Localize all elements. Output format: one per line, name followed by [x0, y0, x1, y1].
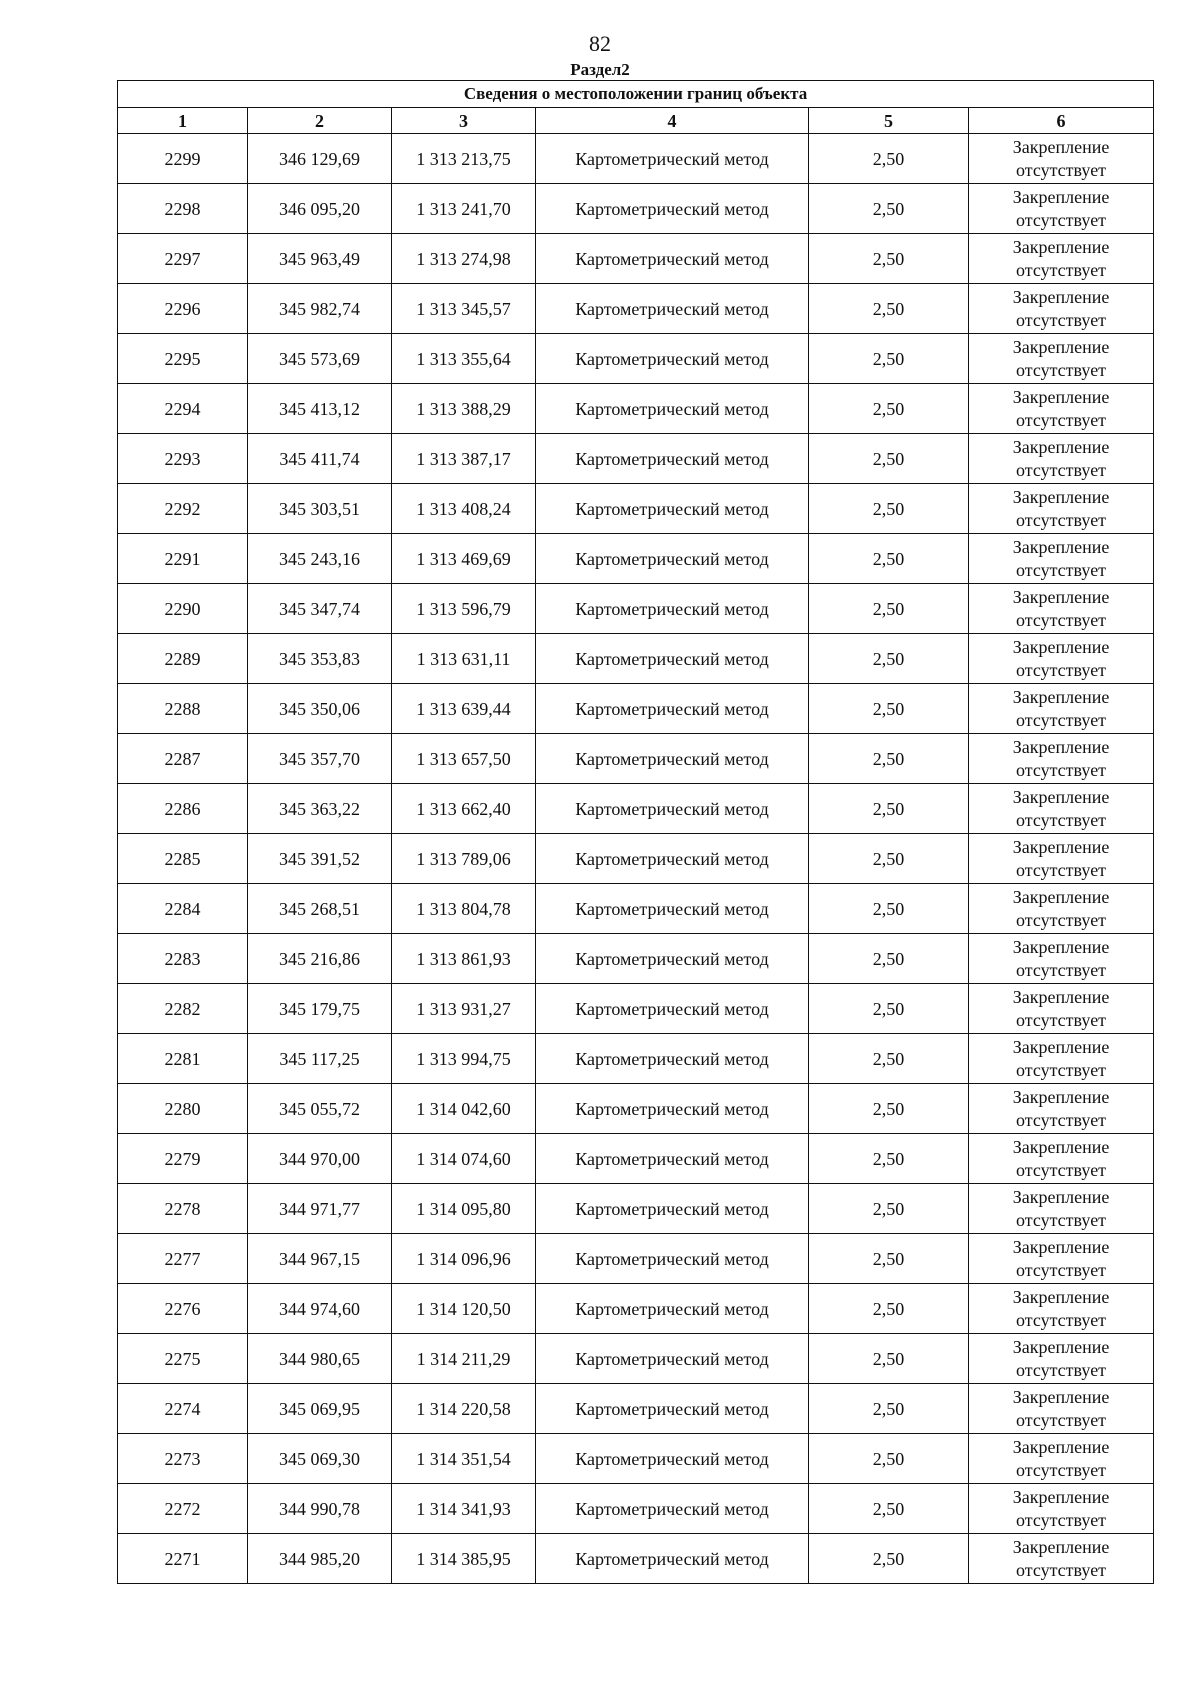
point-number-cell: 2287	[118, 734, 248, 784]
accuracy-cell: 2,50	[809, 734, 969, 784]
table-row	[118, 934, 1154, 984]
fixation-cell	[969, 1284, 1154, 1334]
method-cell: Картометрический метод	[536, 1534, 809, 1584]
coordinate-y-cell: 1 313 662,40	[392, 784, 536, 834]
coordinate-y-cell: 1 314 120,50	[392, 1284, 536, 1334]
method-cell: Картометрический метод	[536, 234, 809, 284]
point-number-cell: 2279	[118, 1134, 248, 1184]
accuracy-cell: 2,50	[809, 184, 969, 234]
fixation-line-2: отсутствует	[1016, 209, 1107, 230]
fixation-line-2: отсутствует	[1016, 1509, 1107, 1530]
fixation-line-2: отсутствует	[1016, 859, 1107, 880]
coordinate-y-cell: 1 314 211,29	[392, 1334, 536, 1384]
coordinate-y-cell: 1 313 469,69	[392, 534, 536, 584]
section-title: Раздел2	[570, 60, 630, 79]
accuracy-cell: 2,50	[809, 384, 969, 434]
coordinate-x-cell: 345 391,52	[248, 834, 392, 884]
accuracy-cell: 2,50	[809, 884, 969, 934]
fixation-line-2: отсутствует	[1016, 1259, 1107, 1280]
fixation-line-1: Закрепление	[1012, 436, 1110, 457]
fixation-line-1: Закрепление	[1012, 886, 1110, 907]
fixation-line-1: Закрепление	[1012, 736, 1110, 757]
table-row	[118, 584, 1154, 634]
table-row	[118, 1484, 1154, 1534]
table-row	[118, 1234, 1154, 1284]
fixation-cell	[969, 734, 1154, 784]
point-number-cell: 2284	[118, 884, 248, 934]
method-cell: Картометрический метод	[536, 284, 809, 334]
point-number-cell: 2296	[118, 284, 248, 334]
accuracy-cell: 2,50	[809, 1034, 969, 1084]
point-number-cell: 2292	[118, 484, 248, 534]
point-number-cell: 2291	[118, 534, 248, 584]
fixation-line-2: отсутствует	[1016, 1159, 1107, 1180]
fixation-cell	[969, 1134, 1154, 1184]
point-number-cell: 2286	[118, 784, 248, 834]
table-row	[118, 1334, 1154, 1384]
coordinate-x-cell: 345 573,69	[248, 334, 392, 384]
fixation-cell	[969, 1534, 1154, 1584]
fixation-line-2: отсутствует	[1016, 1359, 1107, 1380]
coordinate-y-cell: 1 313 596,79	[392, 584, 536, 634]
method-cell: Картометрический метод	[536, 434, 809, 484]
table-row	[118, 1184, 1154, 1234]
accuracy-cell: 2,50	[809, 134, 969, 184]
coordinate-x-cell: 345 055,72	[248, 1084, 392, 1134]
fixation-line-2: отсутствует	[1016, 1109, 1107, 1130]
coordinate-y-cell: 1 314 341,93	[392, 1484, 536, 1534]
fixation-line-1: Закрепление	[1012, 986, 1110, 1007]
fixation-line-1: Закрепление	[1012, 786, 1110, 807]
coordinate-x-cell: 345 243,16	[248, 534, 392, 584]
fixation-cell	[969, 134, 1154, 184]
fixation-line-1: Закрепление	[1012, 836, 1110, 857]
table-row	[118, 1434, 1154, 1484]
fixation-line-2: отсутствует	[1016, 909, 1107, 930]
accuracy-cell: 2,50	[809, 834, 969, 884]
method-cell: Картометрический метод	[536, 1184, 809, 1234]
coordinate-x-cell: 345 303,51	[248, 484, 392, 534]
fixation-cell	[969, 784, 1154, 834]
point-number-cell: 2295	[118, 334, 248, 384]
coordinate-y-cell: 1 314 042,60	[392, 1084, 536, 1134]
coordinate-x-cell: 345 350,06	[248, 684, 392, 734]
column-number-4: 4	[536, 108, 809, 134]
fixation-cell	[969, 384, 1154, 434]
fixation-cell	[969, 234, 1154, 284]
fixation-cell	[969, 1034, 1154, 1084]
fixation-cell	[969, 1334, 1154, 1384]
fixation-cell	[969, 584, 1154, 634]
accuracy-cell: 2,50	[809, 584, 969, 634]
fixation-line-1: Закрепление	[1012, 236, 1110, 257]
coordinate-x-cell: 345 411,74	[248, 434, 392, 484]
method-cell: Картометрический метод	[536, 1384, 809, 1434]
fixation-line-2: отсутствует	[1016, 309, 1107, 330]
fixation-line-2: отсутствует	[1016, 159, 1107, 180]
table-row	[118, 1034, 1154, 1084]
method-cell: Картометрический метод	[536, 184, 809, 234]
point-number-cell: 2271	[118, 1534, 248, 1584]
method-cell: Картометрический метод	[536, 334, 809, 384]
fixation-line-1: Закрепление	[1012, 1136, 1110, 1157]
coordinate-y-cell: 1 313 387,17	[392, 434, 536, 484]
point-number-cell: 2299	[118, 134, 248, 184]
table-row	[118, 734, 1154, 784]
coordinate-x-cell: 346 095,20	[248, 184, 392, 234]
table-row	[118, 184, 1154, 234]
point-number-cell: 2290	[118, 584, 248, 634]
accuracy-cell: 2,50	[809, 984, 969, 1034]
coordinate-x-cell: 344 970,00	[248, 1134, 392, 1184]
accuracy-cell: 2,50	[809, 1534, 969, 1584]
fixation-line-1: Закрепление	[1012, 1436, 1110, 1457]
point-number-cell: 2298	[118, 184, 248, 234]
fixation-line-1: Закрепление	[1012, 336, 1110, 357]
fixation-line-1: Закрепление	[1012, 1286, 1110, 1307]
point-number-cell: 2294	[118, 384, 248, 434]
table-row	[118, 384, 1154, 434]
column-number-row	[118, 108, 1154, 134]
fixation-cell	[969, 434, 1154, 484]
fixation-line-2: отсутствует	[1016, 1009, 1107, 1030]
fixation-line-1: Закрепление	[1012, 536, 1110, 557]
method-cell: Картометрический метод	[536, 1084, 809, 1134]
point-number-cell: 2272	[118, 1484, 248, 1534]
fixation-line-1: Закрепление	[1012, 186, 1110, 207]
table-row	[118, 434, 1154, 484]
coordinate-y-cell: 1 313 274,98	[392, 234, 536, 284]
method-cell: Картометрический метод	[536, 934, 809, 984]
table-row	[118, 484, 1154, 534]
method-cell: Картометрический метод	[536, 1434, 809, 1484]
fixation-line-2: отсутствует	[1016, 459, 1107, 480]
fixation-line-1: Закрепление	[1012, 286, 1110, 307]
point-number-cell: 2275	[118, 1334, 248, 1384]
table-row	[118, 984, 1154, 1034]
fixation-line-1: Закрепление	[1012, 486, 1110, 507]
table-row	[118, 884, 1154, 934]
fixation-cell	[969, 1234, 1154, 1284]
coordinate-y-cell: 1 314 095,80	[392, 1184, 536, 1234]
column-number-1: 1	[118, 108, 248, 134]
fixation-line-2: отсутствует	[1016, 559, 1107, 580]
point-number-cell: 2293	[118, 434, 248, 484]
fixation-cell	[969, 1084, 1154, 1134]
fixation-cell	[969, 1184, 1154, 1234]
fixation-line-1: Закрепление	[1012, 386, 1110, 407]
table-row	[118, 684, 1154, 734]
method-cell: Картометрический метод	[536, 1334, 809, 1384]
point-number-cell: 2281	[118, 1034, 248, 1084]
coordinate-y-cell: 1 313 994,75	[392, 1034, 536, 1084]
method-cell: Картометрический метод	[536, 634, 809, 684]
coordinate-x-cell: 344 980,65	[248, 1334, 392, 1384]
fixation-cell	[969, 634, 1154, 684]
point-number-cell: 2282	[118, 984, 248, 1034]
accuracy-cell: 2,50	[809, 1134, 969, 1184]
table-row	[118, 1134, 1154, 1184]
fixation-line-1: Закрепление	[1012, 1336, 1110, 1357]
coordinate-x-cell: 346 129,69	[248, 134, 392, 184]
accuracy-cell: 2,50	[809, 784, 969, 834]
fixation-line-2: отсутствует	[1016, 1459, 1107, 1480]
coordinate-x-cell: 344 985,20	[248, 1534, 392, 1584]
accuracy-cell: 2,50	[809, 684, 969, 734]
point-number-cell: 2280	[118, 1084, 248, 1134]
fixation-line-2: отсутствует	[1016, 609, 1107, 630]
fixation-line-2: отсутствует	[1016, 959, 1107, 980]
table-body	[118, 134, 1154, 1584]
fixation-line-1: Закрепление	[1012, 1236, 1110, 1257]
accuracy-cell: 2,50	[809, 1334, 969, 1384]
coordinate-x-cell: 344 967,15	[248, 1234, 392, 1284]
coordinate-x-cell: 345 413,12	[248, 384, 392, 434]
fixation-cell	[969, 284, 1154, 334]
coordinate-x-cell: 345 069,95	[248, 1384, 392, 1434]
coordinate-x-cell: 345 117,25	[248, 1034, 392, 1084]
fixation-cell	[969, 1484, 1154, 1534]
coordinate-y-cell: 1 314 385,95	[392, 1534, 536, 1584]
fixation-line-2: отсутствует	[1016, 1559, 1107, 1580]
fixation-cell	[969, 884, 1154, 934]
fixation-line-1: Закрепление	[1012, 1536, 1110, 1557]
method-cell: Картометрический метод	[536, 584, 809, 634]
fixation-line-1: Закрепление	[1012, 1386, 1110, 1407]
coordinate-x-cell: 344 990,78	[248, 1484, 392, 1534]
point-number-cell: 2276	[118, 1284, 248, 1334]
fixation-line-1: Закрепление	[1012, 1486, 1110, 1507]
column-number-5: 5	[809, 108, 969, 134]
boundary-points-table	[117, 80, 1154, 1584]
fixation-cell	[969, 834, 1154, 884]
fixation-cell	[969, 1434, 1154, 1484]
table-row	[118, 1384, 1154, 1434]
fixation-line-1: Закрепление	[1012, 136, 1110, 157]
accuracy-cell: 2,50	[809, 1284, 969, 1334]
coordinate-x-cell: 345 982,74	[248, 284, 392, 334]
accuracy-cell: 2,50	[809, 634, 969, 684]
accuracy-cell: 2,50	[809, 1184, 969, 1234]
coordinate-x-cell: 345 353,83	[248, 634, 392, 684]
fixation-line-2: отсутствует	[1016, 659, 1107, 680]
method-cell: Картометрический метод	[536, 1234, 809, 1284]
coordinate-x-cell: 344 971,77	[248, 1184, 392, 1234]
point-number-cell: 2277	[118, 1234, 248, 1284]
accuracy-cell: 2,50	[809, 1484, 969, 1534]
coordinate-y-cell: 1 313 355,64	[392, 334, 536, 384]
point-number-cell: 2274	[118, 1384, 248, 1434]
coordinate-y-cell: 1 313 789,06	[392, 834, 536, 884]
coordinate-y-cell: 1 313 213,75	[392, 134, 536, 184]
coordinate-y-cell: 1 313 931,27	[392, 984, 536, 1034]
fixation-line-1: Закрепление	[1012, 1086, 1110, 1107]
fixation-line-1: Закрепление	[1012, 936, 1110, 957]
fixation-cell	[969, 684, 1154, 734]
accuracy-cell: 2,50	[809, 1434, 969, 1484]
column-number-2: 2	[248, 108, 392, 134]
fixation-line-2: отсутствует	[1016, 759, 1107, 780]
fixation-cell	[969, 484, 1154, 534]
method-cell: Картометрический метод	[536, 984, 809, 1034]
point-number-cell: 2285	[118, 834, 248, 884]
fixation-line-1: Закрепление	[1012, 1036, 1110, 1057]
accuracy-cell: 2,50	[809, 534, 969, 584]
fixation-cell	[969, 334, 1154, 384]
fixation-line-2: отсутствует	[1016, 709, 1107, 730]
method-cell: Картометрический метод	[536, 134, 809, 184]
accuracy-cell: 2,50	[809, 284, 969, 334]
accuracy-cell: 2,50	[809, 934, 969, 984]
coordinate-x-cell: 345 216,86	[248, 934, 392, 984]
accuracy-cell: 2,50	[809, 234, 969, 284]
point-number-cell: 2288	[118, 684, 248, 734]
table-row	[118, 284, 1154, 334]
table-row	[118, 784, 1154, 834]
fixation-line-2: отсутствует	[1016, 1409, 1107, 1430]
coordinate-x-cell: 345 363,22	[248, 784, 392, 834]
table-row	[118, 1284, 1154, 1334]
method-cell: Картометрический метод	[536, 384, 809, 434]
coordinate-x-cell: 345 268,51	[248, 884, 392, 934]
coordinate-y-cell: 1 313 861,93	[392, 934, 536, 984]
coordinate-x-cell: 345 357,70	[248, 734, 392, 784]
coordinate-y-cell: 1 313 345,57	[392, 284, 536, 334]
method-cell: Картометрический метод	[536, 834, 809, 884]
fixation-cell	[969, 184, 1154, 234]
coordinate-y-cell: 1 313 639,44	[392, 684, 536, 734]
coordinate-y-cell: 1 313 408,24	[392, 484, 536, 534]
coordinate-y-cell: 1 314 096,96	[392, 1234, 536, 1284]
method-cell: Картометрический метод	[536, 734, 809, 784]
fixation-line-2: отсутствует	[1016, 1059, 1107, 1080]
method-cell: Картометрический метод	[536, 1284, 809, 1334]
fixation-line-1: Закрепление	[1012, 586, 1110, 607]
coordinate-y-cell: 1 313 804,78	[392, 884, 536, 934]
accuracy-cell: 2,50	[809, 1384, 969, 1434]
point-number-cell: 2289	[118, 634, 248, 684]
coordinate-x-cell: 345 963,49	[248, 234, 392, 284]
table-row	[118, 634, 1154, 684]
method-cell: Картометрический метод	[536, 534, 809, 584]
coordinate-y-cell: 1 313 657,50	[392, 734, 536, 784]
method-cell: Картометрический метод	[536, 1134, 809, 1184]
coordinate-y-cell: 1 313 631,11	[392, 634, 536, 684]
coordinate-x-cell: 345 179,75	[248, 984, 392, 1034]
coordinate-y-cell: 1 314 220,58	[392, 1384, 536, 1434]
coordinate-y-cell: 1 313 241,70	[392, 184, 536, 234]
point-number-cell: 2283	[118, 934, 248, 984]
fixation-line-1: Закрепление	[1012, 1186, 1110, 1207]
method-cell: Картометрический метод	[536, 484, 809, 534]
coordinate-y-cell: 1 313 388,29	[392, 384, 536, 434]
accuracy-cell: 2,50	[809, 1084, 969, 1134]
accuracy-cell: 2,50	[809, 1234, 969, 1284]
method-cell: Картометрический метод	[536, 1484, 809, 1534]
table-caption: Сведения о местоположении границ объекта	[118, 81, 1154, 108]
point-number-cell: 2278	[118, 1184, 248, 1234]
method-cell: Картометрический метод	[536, 1034, 809, 1084]
table-row	[118, 134, 1154, 184]
fixation-cell	[969, 984, 1154, 1034]
fixation-line-2: отсутствует	[1016, 359, 1107, 380]
coordinate-x-cell: 345 069,30	[248, 1434, 392, 1484]
fixation-line-1: Закрепление	[1012, 636, 1110, 657]
table-row	[118, 334, 1154, 384]
coordinate-y-cell: 1 314 074,60	[392, 1134, 536, 1184]
table-row	[118, 834, 1154, 884]
coordinate-x-cell: 345 347,74	[248, 584, 392, 634]
method-cell: Картометрический метод	[536, 784, 809, 834]
coordinate-y-cell: 1 314 351,54	[392, 1434, 536, 1484]
coordinate-x-cell: 344 974,60	[248, 1284, 392, 1334]
accuracy-cell: 2,50	[809, 484, 969, 534]
column-number-3: 3	[392, 108, 536, 134]
fixation-line-2: отсутствует	[1016, 809, 1107, 830]
table-row	[118, 534, 1154, 584]
fixation-line-2: отсутствует	[1016, 1209, 1107, 1230]
fixation-cell	[969, 934, 1154, 984]
fixation-line-2: отсутствует	[1016, 1309, 1107, 1330]
fixation-cell	[969, 1384, 1154, 1434]
page-number: 82	[589, 31, 611, 56]
point-number-cell: 2273	[118, 1434, 248, 1484]
accuracy-cell: 2,50	[809, 434, 969, 484]
fixation-line-2: отсутствует	[1016, 259, 1107, 280]
fixation-line-1: Закрепление	[1012, 686, 1110, 707]
fixation-line-2: отсутствует	[1016, 409, 1107, 430]
fixation-cell	[969, 534, 1154, 584]
method-cell: Картометрический метод	[536, 884, 809, 934]
method-cell: Картометрический метод	[536, 684, 809, 734]
fixation-line-2: отсутствует	[1016, 509, 1107, 530]
table-row	[118, 234, 1154, 284]
point-number-cell: 2297	[118, 234, 248, 284]
table-row	[118, 1084, 1154, 1134]
accuracy-cell: 2,50	[809, 334, 969, 384]
table-row	[118, 1534, 1154, 1584]
column-number-6: 6	[969, 108, 1154, 134]
